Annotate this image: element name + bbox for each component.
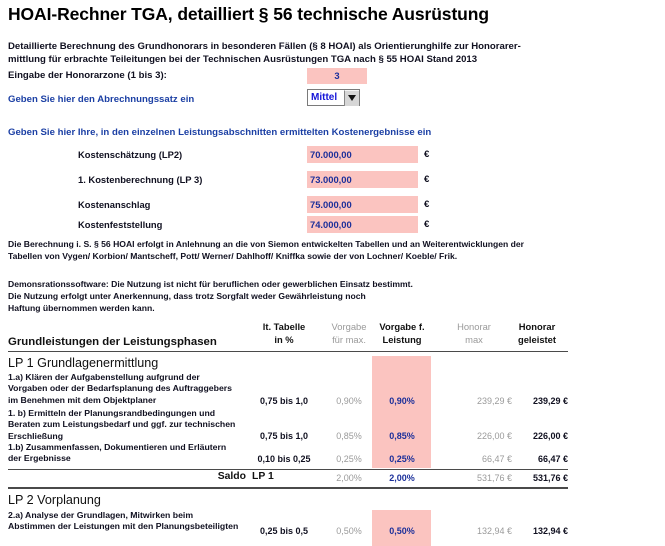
col-header-honorar-geleistet-line1: Honorar xyxy=(518,321,556,332)
col-header-tabelle-line2: in % xyxy=(274,334,294,345)
page-title: HOAI-Rechner TGA, detailliert § 56 technische Ausrüstung xyxy=(8,4,489,24)
row-desc-line: Abstimmen der Leistungen mit den Planungsbeteiligten xyxy=(8,521,239,532)
source-note xyxy=(8,238,524,262)
row-desc-line: Vorgaben oder der Bedarfsplanung des Auftraggebers xyxy=(8,383,232,394)
saldo-honorar-geleistet: 531,76 € xyxy=(532,473,568,483)
leistungsphasen-table xyxy=(8,320,568,536)
cell-tabelle: 0,10 bis 0,25 xyxy=(257,454,311,464)
cost-row xyxy=(0,146,665,164)
table-header-divider xyxy=(8,351,568,352)
demo-note-line-3: Haftung übernommen werden kann. xyxy=(8,303,155,313)
table-row xyxy=(8,442,568,468)
grundleistungen-title: Grundleistungen der Leistungsphasen xyxy=(8,336,217,348)
source-note-line-2: Tabellen von Vygen/ Korbion/ Mantscheff, Pott/ Werner/ Dahlhoff/ Kniffka sowie der von Lochner/ Koeble/ Frik. xyxy=(8,251,458,261)
cell-vorgabe-leistung[interactable]: 0,50% xyxy=(389,526,415,536)
chevron-down-icon[interactable] xyxy=(344,90,359,106)
cost-label: Kostenanschlag xyxy=(78,199,151,210)
row-desc-line: 2.a) Analyse der Grundlagen, Mitwirken beim xyxy=(8,510,194,520)
cell-tabelle: 0,75 bis 1,0 xyxy=(259,431,309,441)
abrechnungssatz-value: Mittel xyxy=(311,92,338,103)
col-header-vorgabe-max xyxy=(322,320,376,346)
row-desc-line: 1. b) Ermitteln der Planungsrandbedingungen und xyxy=(8,408,216,418)
col-header-tabelle-line1: lt. Tabelle xyxy=(262,321,306,332)
cell-tabelle: 0,25 bis 0,5 xyxy=(259,526,309,536)
saldo-bottom-divider xyxy=(8,487,568,489)
cell-vorgabe-max: 0,85% xyxy=(336,431,362,441)
col-header-honorar-max xyxy=(436,320,512,346)
col-header-honorar-max-line2: max xyxy=(465,334,483,345)
saldo-vorgabe-leistung: 2,00% xyxy=(389,473,415,483)
saldo-row-lp1 xyxy=(8,471,568,485)
intro-line-1: Detaillierte Berechnung des Grundhonorars in besonderen Fällen (§ 8 HOAI) als Orientierunghilfe zur Honorarer- xyxy=(8,41,521,52)
row-desc-line: 1.b) Zusammenfassen, Dokumentieren und Erläutern xyxy=(8,442,227,452)
row-desc-line: im Benehmen mit dem Objektplaner xyxy=(8,394,157,405)
phase-heading-lp1: LP 1 Grundlagenermittlung xyxy=(8,356,159,370)
abrechnungssatz-dropdown[interactable] xyxy=(307,89,360,106)
honorarzone-label: Eingabe der Honorarzone (1 bis 3): xyxy=(8,70,167,81)
phase-heading-lp2: LP 2 Vorplanung xyxy=(8,493,101,507)
cost-row xyxy=(0,171,665,189)
currency-symbol: € xyxy=(424,219,430,230)
cell-tabelle: 0,75 bis 1,0 xyxy=(259,396,309,406)
saldo-label: Saldo xyxy=(217,471,246,482)
col-header-honorar-geleistet-line2: geleistet xyxy=(517,334,557,345)
cell-honorar-max: 132,94 € xyxy=(476,526,512,536)
row-description xyxy=(8,408,246,442)
kostenfeststellung-input[interactable]: 74.000,00 xyxy=(307,216,418,233)
currency-symbol: € xyxy=(424,174,430,185)
col-header-vorgabe-leistung xyxy=(372,320,432,346)
cell-vorgabe-max: 0,90% xyxy=(336,396,362,406)
cell-vorgabe-max: 0,25% xyxy=(336,454,362,464)
row-description xyxy=(8,510,246,533)
cell-vorgabe-max: 0,50% xyxy=(336,526,362,536)
col-header-tabelle xyxy=(248,320,320,346)
demo-note xyxy=(8,278,413,314)
cell-honorar-geleistet: 226,00 € xyxy=(532,431,568,441)
row-desc-line: Erschließung xyxy=(8,430,64,441)
cell-vorgabe-leistung[interactable]: 0,85% xyxy=(389,431,415,441)
row-desc-line: der Ergebnisse xyxy=(8,453,71,464)
col-header-honorar-geleistet xyxy=(506,320,568,346)
demo-note-line-1: Demonsrationssoftware: Die Nutzung ist nicht für beruflichen oder gewerblichen Einsatz bestimmt. xyxy=(8,279,413,289)
col-header-vorgabe-max-line2: für max. xyxy=(332,334,366,345)
table-row xyxy=(8,372,568,408)
source-note-line-1: Die Berechnung i. S. § 56 HOAI erfolgt in Anlehnung an die von Siemon entwickelten Tabellen und an Weiterentwicklungen der xyxy=(8,239,525,249)
col-header-vorgabe-max-line1: Vorgabe xyxy=(331,321,367,332)
cell-honorar-max: 66,47 € xyxy=(481,454,512,464)
cell-vorgabe-leistung[interactable]: 0,25% xyxy=(389,454,415,464)
cost-label: Kostenfeststellung xyxy=(78,219,163,230)
cost-row xyxy=(0,196,665,214)
cost-label: 1. Kostenberechnung (LP 3) xyxy=(78,174,203,185)
cost-label: Kostenschätzung (LP2) xyxy=(78,149,183,160)
row-desc-line: Beraten zum Leistungsbedarf und ggf. zur technischen xyxy=(8,419,236,430)
col-header-honorar-max-line1: Honorar xyxy=(457,321,491,332)
currency-symbol: € xyxy=(424,149,430,160)
demo-note-line-2: Die Nutzung erfolgt unter Anerkennung, dass trotz Sorgfalt weder Gewährleistung noch xyxy=(8,291,366,301)
row-description xyxy=(8,442,246,465)
table-row xyxy=(8,408,568,442)
row-desc-line: 1.a) Klären der Aufgabenstellung aufgrund der xyxy=(8,372,200,382)
kostenberechnung-input[interactable]: 73.000,00 xyxy=(307,171,418,188)
cell-honorar-geleistet: 132,94 € xyxy=(532,526,568,536)
kostenschaetzung-input[interactable]: 70.000,00 xyxy=(307,146,418,163)
intro-paragraph xyxy=(8,40,608,66)
cost-row xyxy=(0,216,665,234)
row-description xyxy=(8,372,246,406)
saldo-honorar-max: 531,76 € xyxy=(476,473,512,483)
cell-honorar-max: 226,00 € xyxy=(476,431,512,441)
col-header-vorgabe-leistung-line2: Leistung xyxy=(382,334,422,345)
col-header-vorgabe-leistung-line1: Vorgabe f. xyxy=(379,321,425,332)
cell-vorgabe-leistung[interactable]: 0,90% xyxy=(389,396,415,406)
table-row xyxy=(8,510,568,546)
currency-symbol: € xyxy=(424,199,430,210)
intro-line-2: mittlung für erbrachte Teileitungen bei der Technischen Ausrüstungen TGA nach § 55 HOAI Stand 2013 xyxy=(8,54,478,66)
cell-honorar-geleistet: 66,47 € xyxy=(537,454,568,464)
honorarzone-input[interactable]: 3 xyxy=(307,68,367,84)
cell-honorar-geleistet: 239,29 € xyxy=(532,396,568,406)
abrechnungssatz-label: Geben Sie hier den Abrechnungssatz ein xyxy=(8,94,195,105)
kostenanschlag-input[interactable]: 75.000,00 xyxy=(307,196,418,213)
saldo-phase: LP 1 xyxy=(252,471,274,482)
cell-honorar-max: 239,29 € xyxy=(476,396,512,406)
saldo-top-divider xyxy=(8,469,568,470)
saldo-vorgabe-max: 2,00% xyxy=(336,473,362,483)
kosten-heading: Geben Sie hier Ihre, in den einzelnen Leistungsabschnitten ermittelten Kostenergebnisse ein xyxy=(8,127,432,138)
